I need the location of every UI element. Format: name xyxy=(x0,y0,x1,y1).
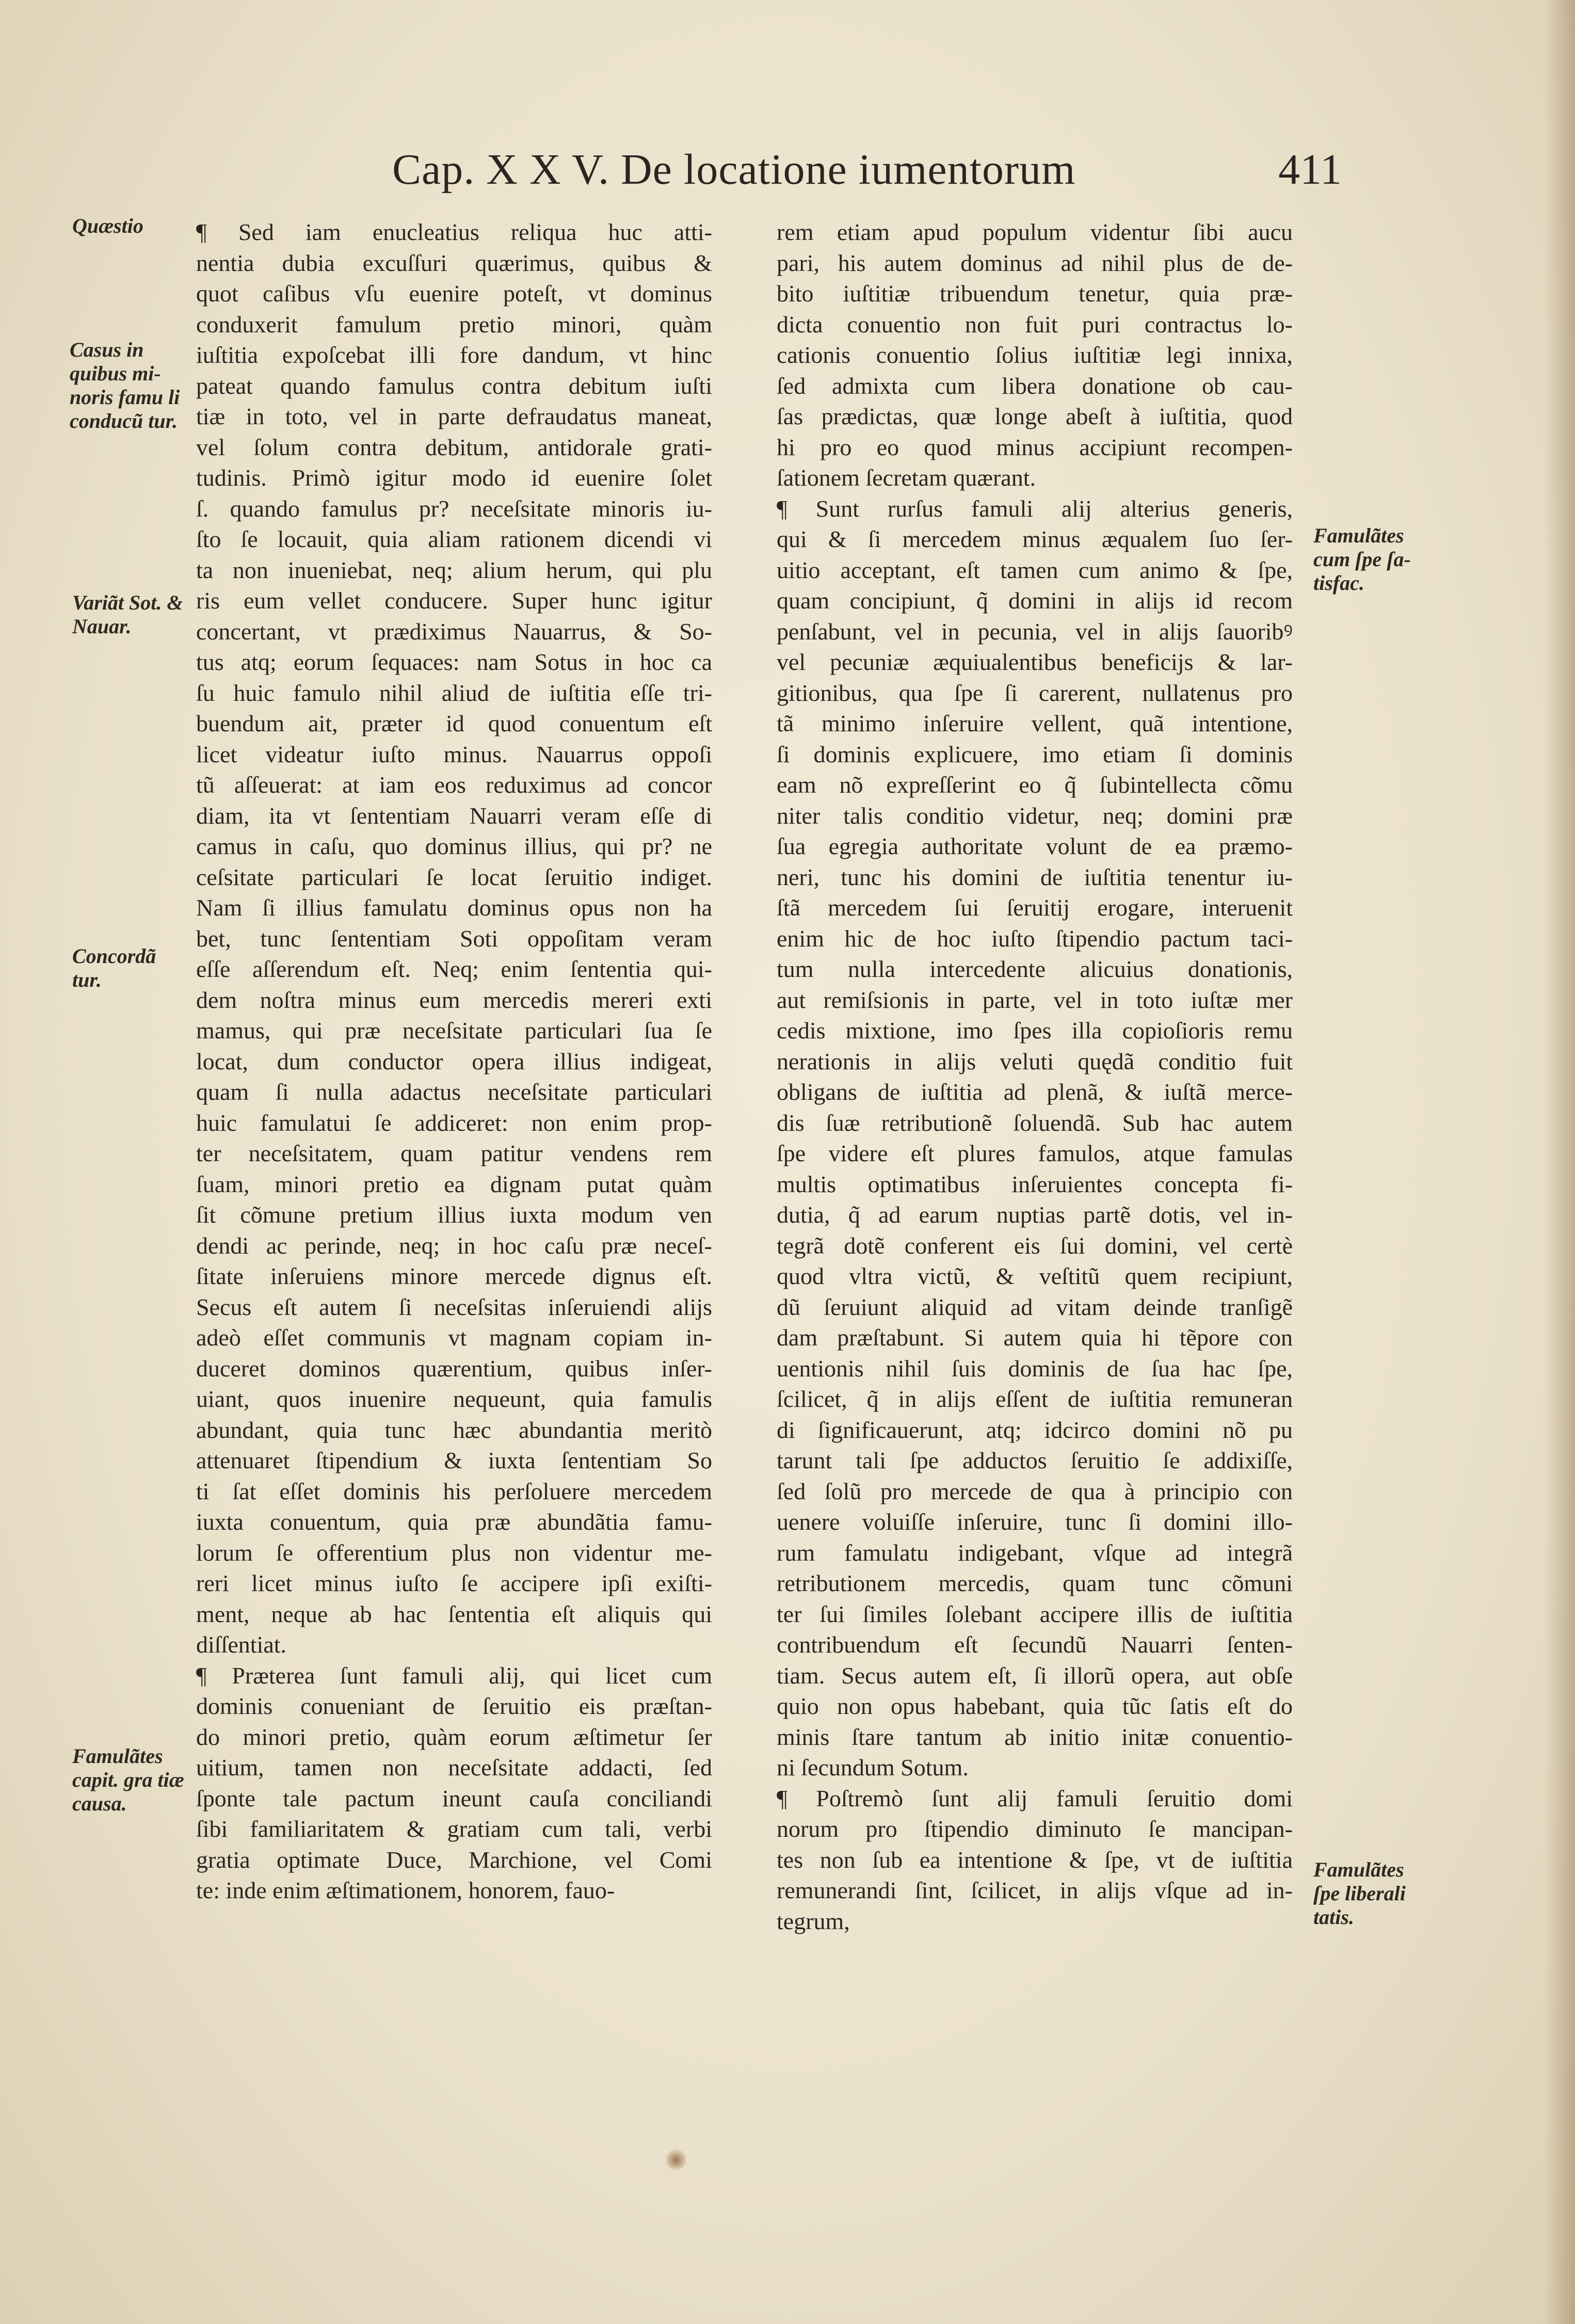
text-line: ſcilicet, q̃ in alijs eſſent de iuſtitia remuneran xyxy=(777,1386,1293,1412)
text-line: do minori pretio, quàm eorum æſtimetur ſer xyxy=(196,1723,712,1750)
margin-note-quaestio: Quæstio xyxy=(72,214,143,237)
margin-note-famulantes-spe: Famulãtes cum ſpe ſa-tisfac. xyxy=(1313,524,1411,595)
text-line: di ſignificauerunt, atq; idcirco domini nõ pu xyxy=(777,1416,1293,1443)
text-line: quot caſibus vſu euenire poteſt, vt dominus xyxy=(196,280,712,307)
text-line: ſationem ſecretam quærant. xyxy=(777,464,1036,491)
text-line: dominis conueniant de ſeruitio eis præſtan- xyxy=(196,1693,712,1719)
text-line: ſpe videre eſt plures famulos, atque famulas xyxy=(777,1140,1293,1166)
text-line: ¶ Sunt rurſus famuli alij alterius generis, xyxy=(777,495,1293,522)
text-line: tiæ in toto, vel in parte defraudatus maneat, xyxy=(196,403,712,429)
text-line: tarunt tali ſpe adductos ſeruitio ſe addixiſſe, xyxy=(777,1447,1293,1473)
text-line: multis optimatibus inſeruientes concepta fi- xyxy=(777,1171,1293,1197)
text-line: pateat quando famulus contra debitum iuſti xyxy=(196,372,712,399)
text-line: dicta conuentio non fuit puri contractus lo- xyxy=(777,311,1293,338)
text-line: ſas prædictas, quæ longe abeſt à iuſtitia, quod xyxy=(777,403,1293,429)
text-line: dem noſtra minus eum mercedis mereri exti xyxy=(196,986,712,1013)
right-text-column xyxy=(777,217,1293,1936)
text-line: ceſsitate particulari ſe locat ſeruitio indiget. xyxy=(196,863,712,890)
margin-note-famulantes-liberalitas: Famulãtes ſpe liberali tatis. xyxy=(1313,1858,1406,1929)
text-line: licet videatur iuſto minus. Nauarrus oppoſi xyxy=(196,741,712,767)
text-line: aut remiſsionis in parte, vel in toto iuſtæ mer xyxy=(777,986,1293,1013)
text-line: quam ſi nulla adactus neceſsitate particulari xyxy=(196,1079,712,1105)
text-line: vel ſolum contra debitum, antidorale grati- xyxy=(196,434,712,460)
text-line: quio non opus habebant, quia tũc ſatis eſt do xyxy=(777,1693,1293,1719)
text-line: ſed ſolũ pro mercede de qua à principio con xyxy=(777,1478,1293,1504)
text-line: diam, ita vt ſententiam Nauarri veram eſſe di xyxy=(196,802,712,829)
text-line: nentia dubia excuſſuri quærimus, quibus & xyxy=(196,249,712,276)
margin-note-variant: Variãt Sot. & Nauar. xyxy=(72,591,183,638)
text-line: concertant, vt prædiximus Nauarrus, & So- xyxy=(196,618,712,645)
text-line: tã minimo inſeruire vellent, quã intentione, xyxy=(777,710,1293,736)
text-line: buendum ait, præter id quod conuentum eſt xyxy=(196,710,712,736)
text-line: tum nulla intercedente alicuius donationis, xyxy=(777,956,1293,982)
text-line: huic famulatui ſe addiceret: non enim prop- xyxy=(196,1109,712,1136)
text-line: ſto ſe locauit, quia aliam rationem dicendi vi xyxy=(196,526,712,552)
text-line: attenuaret ſtipendium & iuxta ſententiam So xyxy=(196,1447,712,1473)
text-line: diſſentiat. xyxy=(196,1631,287,1658)
text-line: ti ſat eſſet dominis his perſoluere mercedem xyxy=(196,1478,712,1504)
text-line: ſuam, minori pretio ea dignam putat quàm xyxy=(196,1171,712,1197)
text-line: abundant, quia tunc hæc abundantia meritò xyxy=(196,1416,712,1443)
text-line: ¶ Poſtremò ſunt alij famuli ſeruitio domi xyxy=(777,1785,1293,1812)
text-line: enim hic de hoc iuſto ſtipendio pactum taci- xyxy=(777,925,1293,952)
text-line: Nam ſi illius famulatu dominus opus non ha xyxy=(196,894,712,921)
text-line: rum famulatu indigebant, vſque ad integrã xyxy=(777,1539,1293,1566)
text-line: gitionibus, qua ſpe ſi carerent, nullatenus pro xyxy=(777,679,1293,706)
text-line: mamus, qui præ neceſsitate particulari ſua ſe xyxy=(196,1017,712,1044)
text-line: ſibi familiaritatem & gratiam cum tali, verbi xyxy=(196,1816,712,1842)
text-line: contribuendum eſt ſecundũ Nauarri ſenten- xyxy=(777,1631,1293,1658)
text-line: penſabunt, vel in pecunia, vel in alijs ſauoribꝰ xyxy=(777,618,1293,645)
folio-number: 411 xyxy=(1278,146,1342,194)
left-text-column xyxy=(196,217,712,1906)
text-line: ris eum vellet conducere. Super hunc igitur xyxy=(196,587,712,614)
text-line: ¶ Sed iam enucleatius reliqua huc atti- xyxy=(196,219,712,245)
text-line: ſtã mercedem ſui ſeruitij erogare, interuenit xyxy=(777,894,1293,921)
text-line: locat, dum conductor opera illius indigeat, xyxy=(196,1048,712,1075)
text-line: bito iuſtitiæ tribuendum tenetur, quia præ- xyxy=(777,280,1293,307)
text-line: eſſe aſſerendum eſt. Neq; enim ſententia qui- xyxy=(196,956,712,982)
text-line: iuſtitia expoſcebat illi fore dandum, vt hinc xyxy=(196,342,712,368)
text-line: tudinis. Primò igitur modo id euenire ſolet xyxy=(196,464,712,491)
text-line: uiant, quos inuenire nequeunt, quia famulis xyxy=(196,1386,712,1412)
page-header xyxy=(392,145,1342,206)
text-line: dũ ſeruiunt aliquid ad vitam deinde tranſigẽ xyxy=(777,1293,1293,1320)
text-line: ſu huic famulo nihil aliud de iuſtitia eſſe tri- xyxy=(196,679,712,706)
text-line: dutia, q̃ ad earum nuptias partẽ dotis, vel in- xyxy=(777,1201,1293,1228)
text-line: ter ſui ſimiles ſolebant accipere illis de iuſtitia xyxy=(777,1600,1293,1627)
text-line: remunerandi ſint, ſcilicet, in alijs vſque ad in- xyxy=(777,1877,1293,1903)
text-line: ment, neque ab hac ſententia eſt aliquis qui xyxy=(196,1600,712,1627)
text-line: retributionem mercedis, quam tunc cõmuni xyxy=(777,1570,1293,1596)
text-line: tegrum, xyxy=(777,1908,850,1934)
text-line: camus in caſu, quo dominus illius, qui pr? ne xyxy=(196,833,712,859)
text-line: ſit cõmune pretium illius iuxta modum ven xyxy=(196,1201,712,1228)
text-line: vel pecuniæ æquiualentibus beneficijs & lar- xyxy=(777,649,1293,675)
text-line: cedis mixtione, imo ſpes illa copioſioris remu xyxy=(777,1017,1293,1044)
text-line: cationis conuentio ſolius iuſtitiæ legi innixa, xyxy=(777,342,1293,368)
text-line: tes non ſub ea intentione & ſpe, vt de iuſtitia xyxy=(777,1846,1293,1873)
ink-stain xyxy=(666,2150,686,2170)
text-line: gratia optimate Duce, Marchione, vel Comi xyxy=(196,1846,712,1873)
text-line: ſponte tale pactum ineunt cauſa conciliandi xyxy=(196,1785,712,1812)
text-line: ſitate inſeruiens minore mercede dignus eſt. xyxy=(196,1263,712,1289)
margin-note-famulantes-gratia: Famulãtes capit. gra tiæ causa. xyxy=(72,1744,184,1815)
text-line: conduxerit famulum pretio minori, quàm xyxy=(196,311,712,338)
text-line: ta non inueniebat, neq; alium herum, qui plu xyxy=(196,556,712,583)
text-line: uentionis nihil ſuis dominis de ſua hac ſpe, xyxy=(777,1355,1293,1382)
text-line: quod vltra victũ, & veſtitũ quem recipiunt, xyxy=(777,1263,1293,1289)
text-line: rem etiam apud populum videntur ſibi aucu xyxy=(777,219,1293,245)
text-line: tegrã dotẽ conferent eis ſui domini, vel certè xyxy=(777,1232,1293,1259)
text-line: ſua egregia authoritate volunt de ea præmo- xyxy=(777,833,1293,859)
text-line: tus atq; eorum ſequaces: nam Sotus in hoc ca xyxy=(196,649,712,675)
text-line: niter talis conditio videtur, neq; domini præ xyxy=(777,802,1293,829)
text-line: ſed admixta cum libera donatione ob cau- xyxy=(777,372,1293,399)
text-line: iuxta conuentum, quia præ abundãtia famu- xyxy=(196,1509,712,1535)
text-line: qui & ſi mercedem minus æqualem ſuo ſer- xyxy=(777,526,1293,552)
text-line: ter neceſsitatem, quam patitur vendens rem xyxy=(196,1140,712,1166)
text-line: neri, tunc his domini de iuſtitia tenentur iu- xyxy=(777,863,1293,890)
text-line: obligans de iuſtitia ad plenã, & iuſtã merce- xyxy=(777,1079,1293,1105)
margin-note-concordantur: Concordã tur. xyxy=(72,944,156,991)
text-line: hi pro eo quod minus accipiunt recompen- xyxy=(777,434,1293,460)
text-line: lorum ſe offerentium plus non videntur me- xyxy=(196,1539,712,1566)
text-line: adeò eſſet communis vt magnam copiam in- xyxy=(196,1324,712,1351)
text-line: ¶ Præterea ſunt famuli alij, qui licet cum xyxy=(196,1662,712,1689)
text-line: ſ. quando famulus pr? neceſsitate minoris iu- xyxy=(196,495,712,522)
text-line: tiam. Secus autem eſt, ſi illorũ opera, aut obſe xyxy=(777,1662,1293,1689)
margin-note-casus: Casus in quibus mi-noris famu li conducũ tur. xyxy=(70,338,180,432)
text-line: quam concipiunt, q̃ domini in alijs id recom xyxy=(777,587,1293,614)
text-line: nerationis in alijs veluti quędã conditio fuit xyxy=(777,1048,1293,1075)
running-title: Cap. X X V. De locatione iumentorum xyxy=(392,146,1076,194)
text-line: ni ſecundum Sotum. xyxy=(777,1754,969,1781)
text-line: norum pro ſtipendio diminuto ſe mancipan- xyxy=(777,1816,1293,1842)
text-line: dam præſtabunt. Si autem quia hi tẽpore con xyxy=(777,1324,1293,1351)
text-line: dis ſuæ retributionẽ ſoluendã. Sub hac autem xyxy=(777,1109,1293,1136)
text-line: uitium, tamen non neceſsitate addacti, ſed xyxy=(196,1754,712,1781)
text-line: duceret dominos quærentium, quibus inſer- xyxy=(196,1355,712,1382)
text-line: te: inde enim æſtimationem, honorem, fauo- xyxy=(196,1877,615,1903)
text-line: bet, tunc ſententiam Soti oppoſitam veram xyxy=(196,925,712,952)
text-line: minis ſtare tantum ab initio initæ conuentio- xyxy=(777,1723,1293,1750)
page-edge-shadow xyxy=(1544,0,1575,2324)
text-line: eam nõ expreſſerint eo q̃ ſubintellecta cõmu xyxy=(777,772,1293,798)
text-line: uenere voluiſſe inſeruire, tunc ſi domini illo- xyxy=(777,1509,1293,1535)
text-line: Secus eſt autem ſi neceſsitas inſeruiendi alijs xyxy=(196,1293,712,1320)
text-line: dendi ac perinde, neq; in hoc caſu præ neceſ- xyxy=(196,1232,712,1259)
text-line: tũ aſſeuerat: at iam eos reduximus ad concor xyxy=(196,772,712,798)
text-line: ſi dominis explicuere, imo etiam ſi dominis xyxy=(777,741,1293,767)
text-line: uitio acceptant, eſt tamen cum animo & ſpe, xyxy=(777,556,1293,583)
text-line: pari, his autem dominus ad nihil plus de de- xyxy=(777,249,1293,276)
text-line: reri licet minus iuſto ſe accipere ipſi exiſti- xyxy=(196,1570,712,1596)
